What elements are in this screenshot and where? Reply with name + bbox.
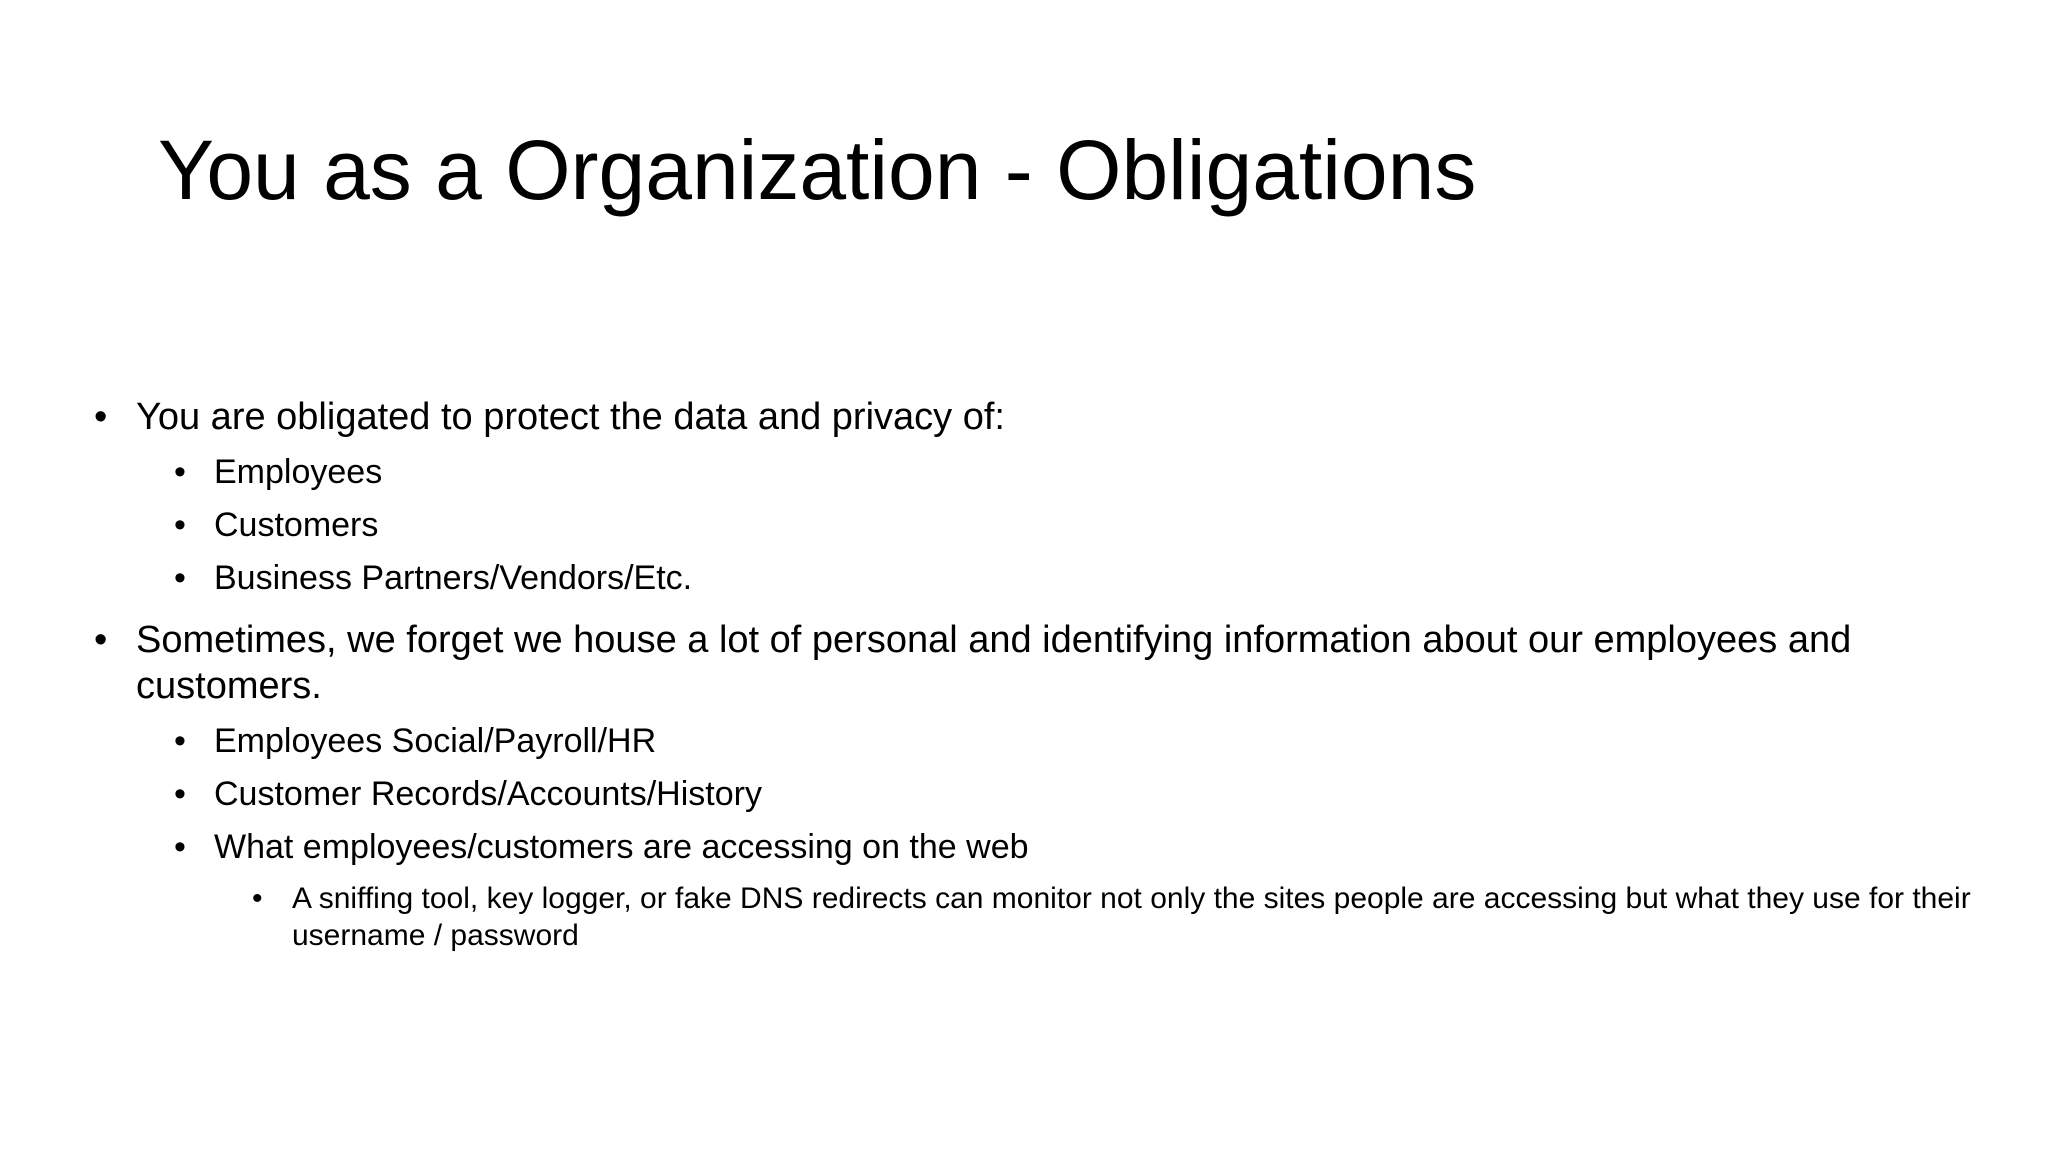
- sub-bullet-item: [94, 826, 1974, 868]
- sub-bullet-text: Customers: [214, 506, 379, 544]
- bullet-item: [94, 617, 1974, 709]
- bullet-icon: •: [94, 619, 108, 661]
- bullet-icon: •: [174, 559, 186, 597]
- bullet-icon: •: [174, 722, 186, 760]
- sub-bullet-item: [94, 720, 1974, 762]
- sub-bullet-text: Employees Social/Payroll/HR: [214, 722, 657, 760]
- bullet-text: You are obligated to protect the data and privacy of:: [136, 396, 1005, 438]
- bullet-text: Sometimes, we forget we house a lot of personal and identifying information about our employees and customers.: [136, 619, 1852, 707]
- bullet-icon: •: [252, 882, 263, 915]
- sub-bullet-text: Employees: [214, 453, 383, 491]
- slide-body: [94, 394, 1974, 954]
- sub-bullet-text: Customer Records/Accounts/History: [214, 775, 762, 813]
- sub-bullet-text: What employees/customers are accessing on the web: [214, 828, 1029, 866]
- bullet-icon: •: [174, 828, 186, 866]
- sub-bullet-text: Business Partners/Vendors/Etc.: [214, 559, 693, 597]
- bullet-icon: •: [174, 506, 186, 544]
- bullet-icon: •: [94, 396, 108, 438]
- sub-bullet-item: [94, 773, 1974, 815]
- sub-sub-bullet-text: A sniffing tool, key logger, or fake DNS redirects can monitor not only the sites people are accessing but what they use for their username / password: [292, 882, 1971, 952]
- bullet-item: [94, 394, 1974, 440]
- sub-bullet-item: [94, 557, 1974, 599]
- sub-bullet-item: [94, 451, 1974, 493]
- sub-sub-bullet-item: [94, 880, 1974, 954]
- sub-bullet-item: [94, 504, 1974, 546]
- bullet-icon: •: [174, 453, 186, 491]
- bullet-icon: •: [174, 775, 186, 813]
- slide-title: You as a Organization - Obligations: [158, 123, 1477, 217]
